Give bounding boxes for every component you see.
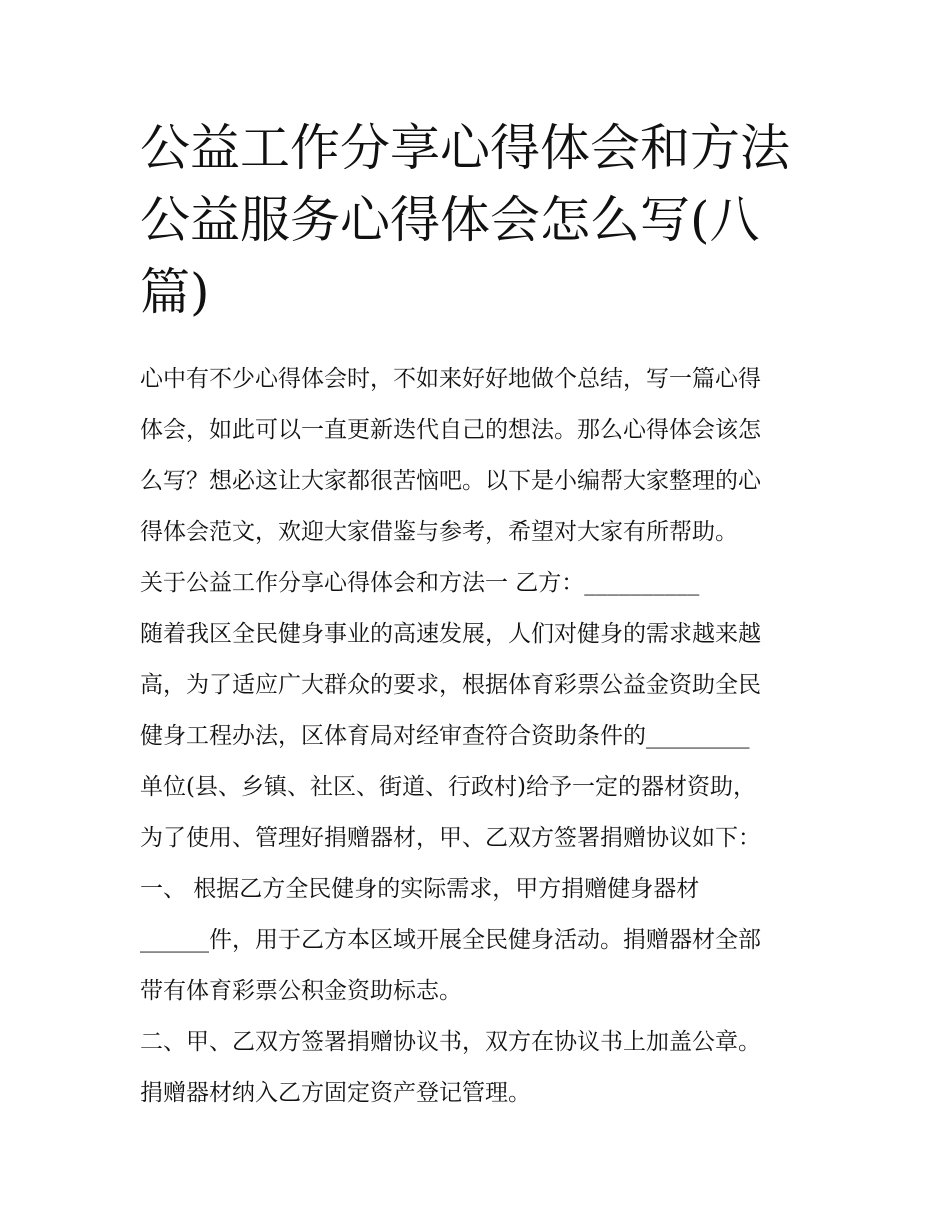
- body-line-3: 么写？想必这让大家都很苦恼吧。以下是小编帮大家整理的心: [140, 468, 761, 494]
- body-line-2: 体会，如此可以一直更新迭代自己的想法。那么心得体会该怎: [140, 417, 761, 443]
- body-line-7: 高，为了适应广大群众的要求，根据体育彩票公益金资助全民: [140, 672, 761, 698]
- body-line-15: 捐赠器材纳入乙方固定资产登记管理。: [140, 1080, 531, 1106]
- body-line-11: 一、 根据乙方全民健身的实际需求，甲方捐赠健身器材: [140, 876, 700, 902]
- body-line-8: 健身工程办法，区体育局对经审查符合资助条件的_________: [140, 723, 750, 749]
- body-line-9: 单位(县、乡镇、社区、街道、行政村)给予一定的器材资助，: [140, 774, 756, 800]
- body-line-12: ______件，用于乙方本区域开展全民健身活动。捐赠器材全部: [140, 927, 761, 953]
- body-line-6: 随着我区全民健身事业的高速发展，人们对健身的需求越来越: [140, 621, 761, 647]
- document-body: [140, 354, 830, 1119]
- title-line-2: 公益服务心得体会怎么写(八: [140, 191, 760, 249]
- body-line-5: 关于公益工作分享心得体会和方法一 乙方：__________: [140, 570, 700, 596]
- title-line-1: 公益工作分享心得体会和方法: [140, 119, 790, 177]
- body-line-1: 心中有不少心得体会时，不如来好好地做个总结，写一篇心得: [140, 366, 761, 392]
- body-line-10: 为了使用、管理好捐赠器材，甲、乙双方签署捐赠协议如下：: [140, 825, 761, 851]
- body-line-13: 带有体育彩票公积金资助标志。: [140, 978, 462, 1004]
- document-title: [140, 112, 830, 328]
- body-line-4: 得体会范文，欢迎大家借鉴与参考，希望对大家有所帮助。: [140, 519, 738, 545]
- title-line-3: 篇): [140, 263, 210, 321]
- body-line-14: 二、甲、乙双方签署捐赠协议书，双方在协议书上加盖公章。: [140, 1029, 761, 1055]
